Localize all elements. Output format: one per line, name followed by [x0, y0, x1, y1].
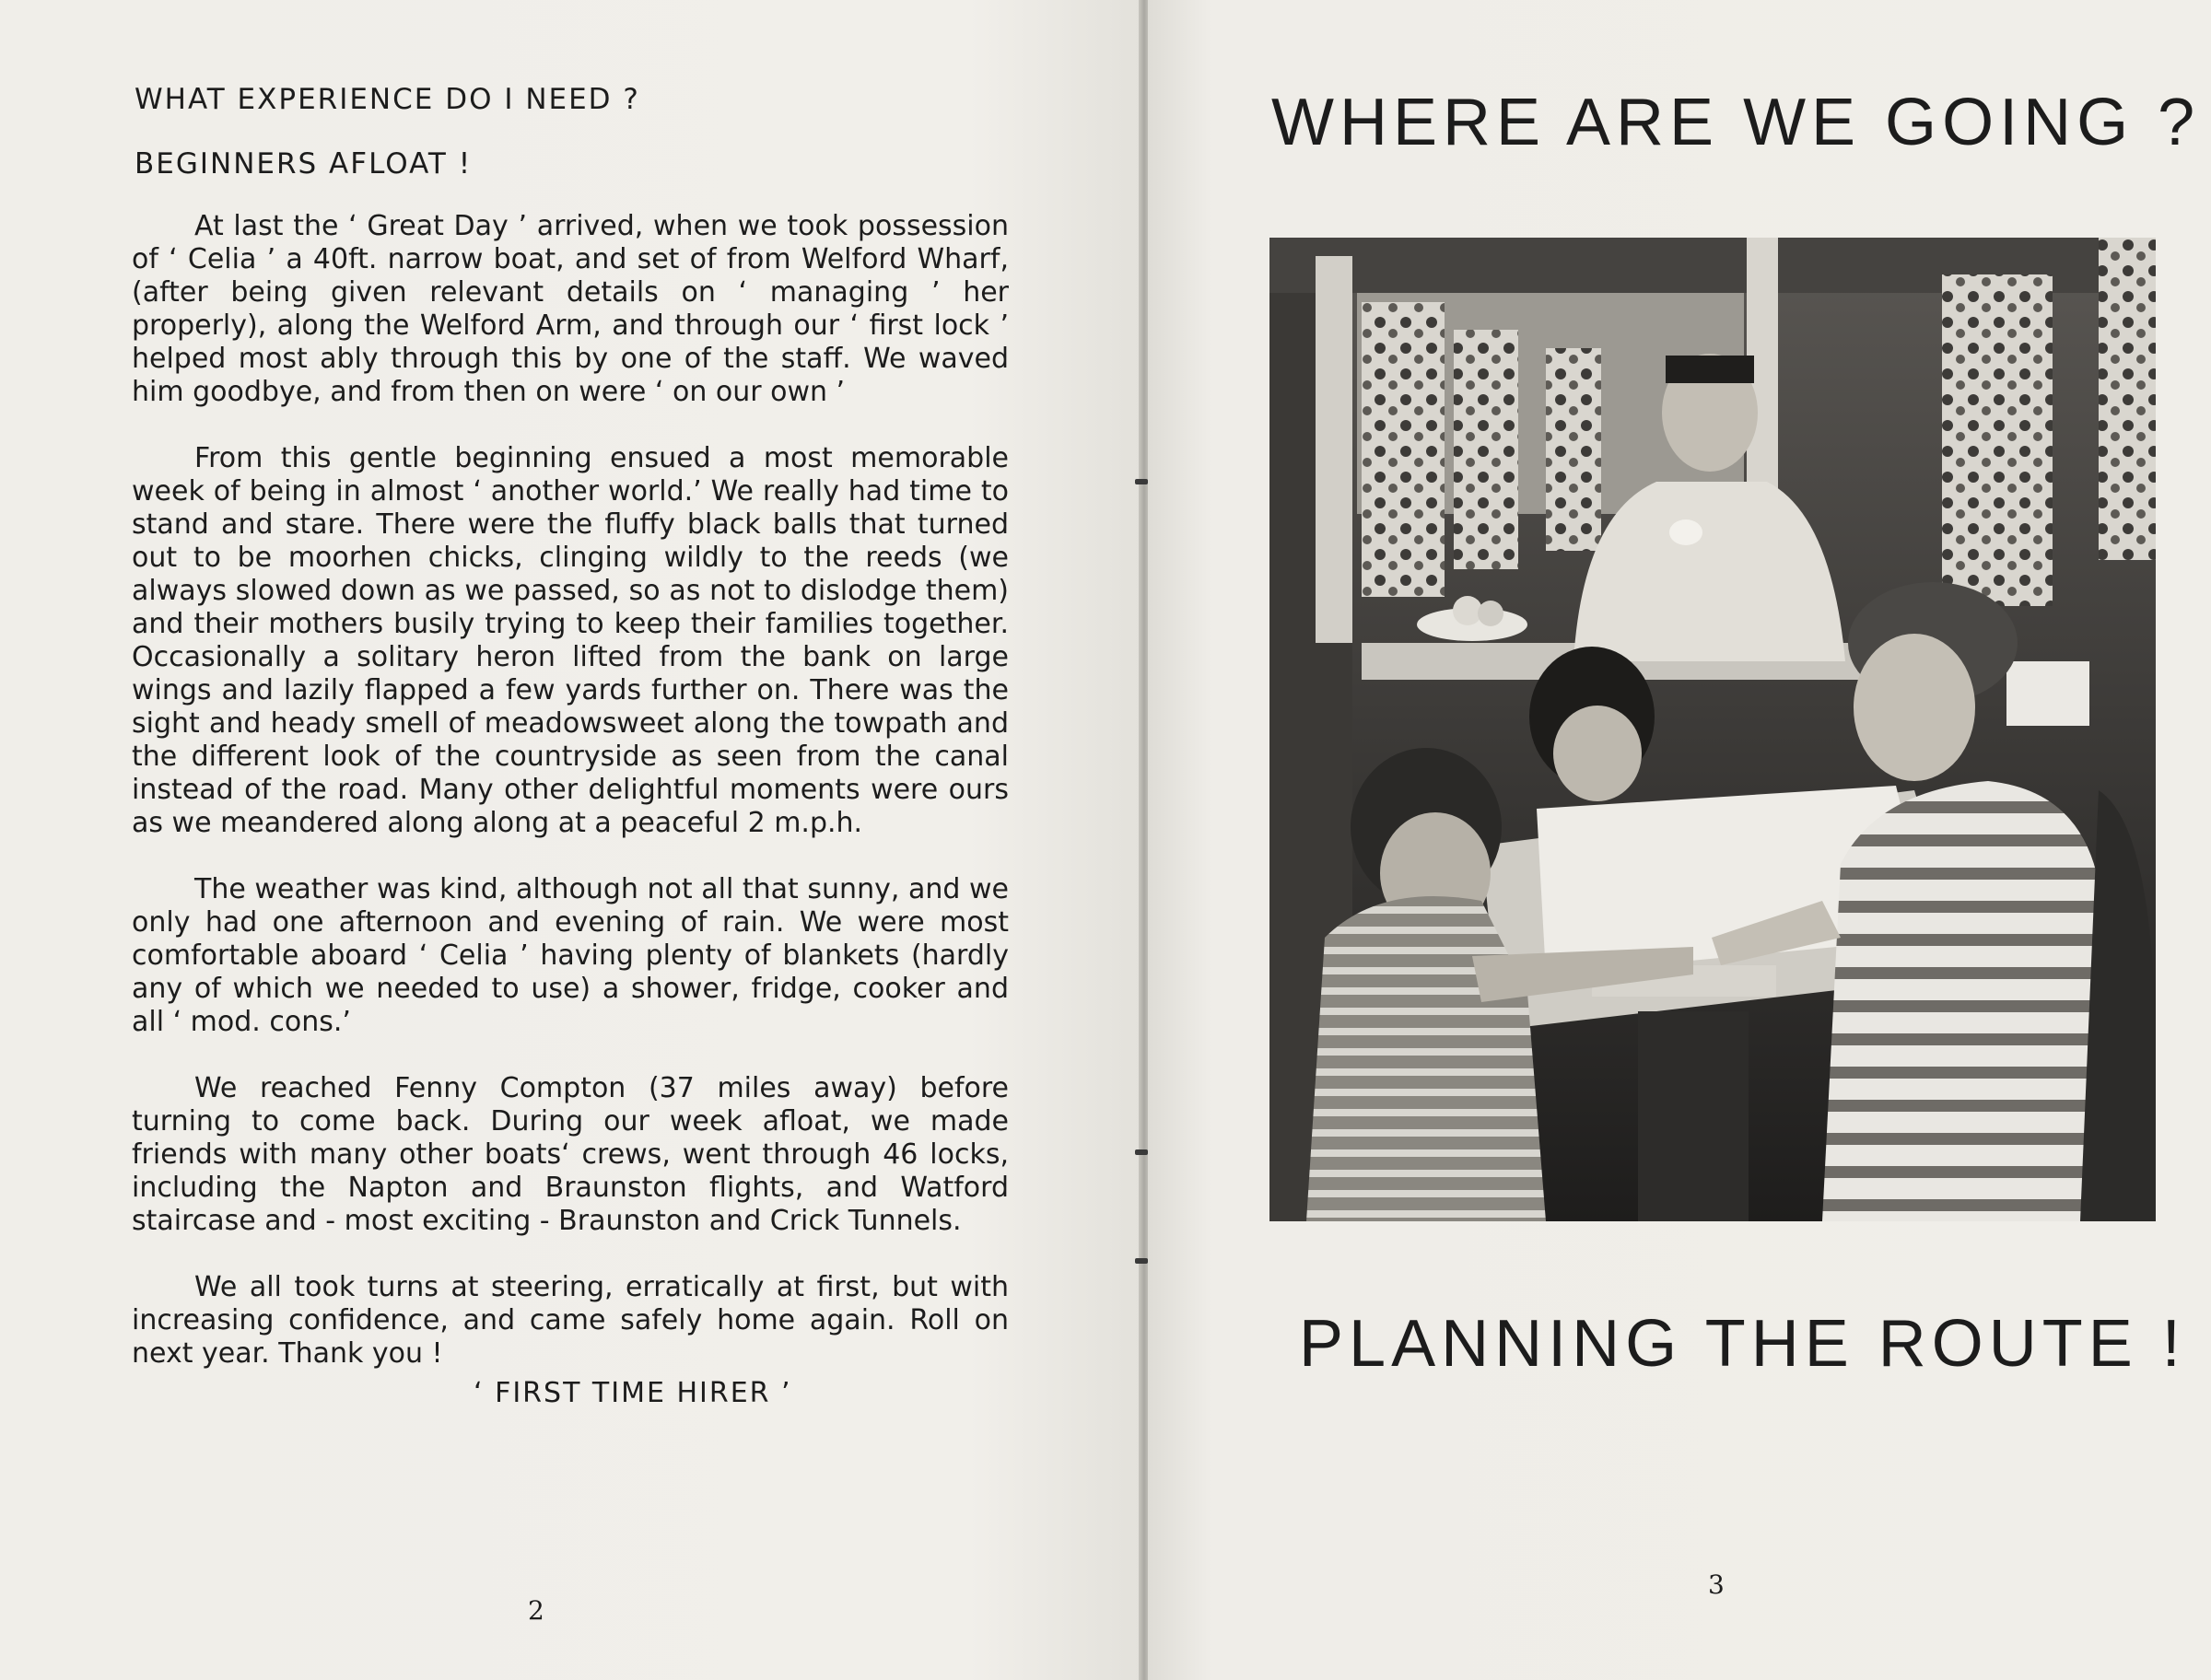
paragraph-4: We reached Fenny Compton (37 miles away) before turning to come back. During our week afloat, we made friends with many other boats‘ crews, went through 46 locks, including the Napton and Braunston flights, and Watford staircase and - most exciting - Braunston and Crick Tunnels. [132, 1072, 1009, 1237]
page-number-right: 3 [1708, 1569, 1725, 1600]
article-body [132, 210, 1009, 1404]
staple [1135, 1258, 1148, 1264]
photo-caption: PLANNING THE ROUTE ! [1299, 1307, 2186, 1381]
author-signature: ‘ FIRST TIME HIRER ’ [474, 1377, 792, 1409]
page-title: WHERE ARE WE GOING ? [1271, 86, 2201, 159]
heading-beginners-afloat: BEGINNERS AFLOAT ! [135, 147, 473, 181]
paragraph-5: We all took turns at steering, erratically at first, but with increasing confidence, and came safely home again. Roll on next year. Thank you ! [132, 1271, 1009, 1370]
staple [1135, 479, 1148, 484]
paragraph-3: The weather was kind, although not all that sunny, and we only had one afternoon and evening of rain. We were most comfortable aboard ‘ Celia ’ having plenty of blankets (hardly any of which we needed to use) a shower, fridge, cooker and all ‘ mod. cons.’ [132, 873, 1009, 1038]
paragraph-2: From this gentle beginning ensued a most memorable week of being in almost ‘ another world.’ We really had time to stand and stare. There were the fluffy black balls that turned out to be moorhen chicks, clinging wildly to the reeds (we always slowed down as we passed, so as not to dislodge them) and their mothers busily trying to keep their families together. Occasionally a solitary heron lifted from the bank on large wings and lazily flapped a few yards further on. There was the sight and heady smell of meadowsweet along the towpath and the different look of the countryside as seen from the canal instead of the road. Many other delightful moments were ours as we meandered along along at a peaceful 2 m.p.h. [132, 442, 1009, 839]
photo-illustration [1269, 238, 2156, 1221]
page-number-left: 2 [528, 1595, 544, 1626]
staple [1135, 1149, 1148, 1155]
paragraph-1: At last the ‘ Great Day ’ arrived, when we took possession of ‘ Celia ’ a 40ft. narrow boat, and set of from Welford Wharf, (after being given relevant details on ‘ managing ’ her properly), along the Welford Arm, and through our ‘ first lock ’ helped most ably through this by one of the staff. We waved him goodbye, and from then on were ‘ on our own ’ [132, 210, 1009, 408]
heading-experience: WHAT EXPERIENCE DO I NEED ? [135, 83, 640, 116]
family-planning-photo [1269, 238, 2156, 1221]
